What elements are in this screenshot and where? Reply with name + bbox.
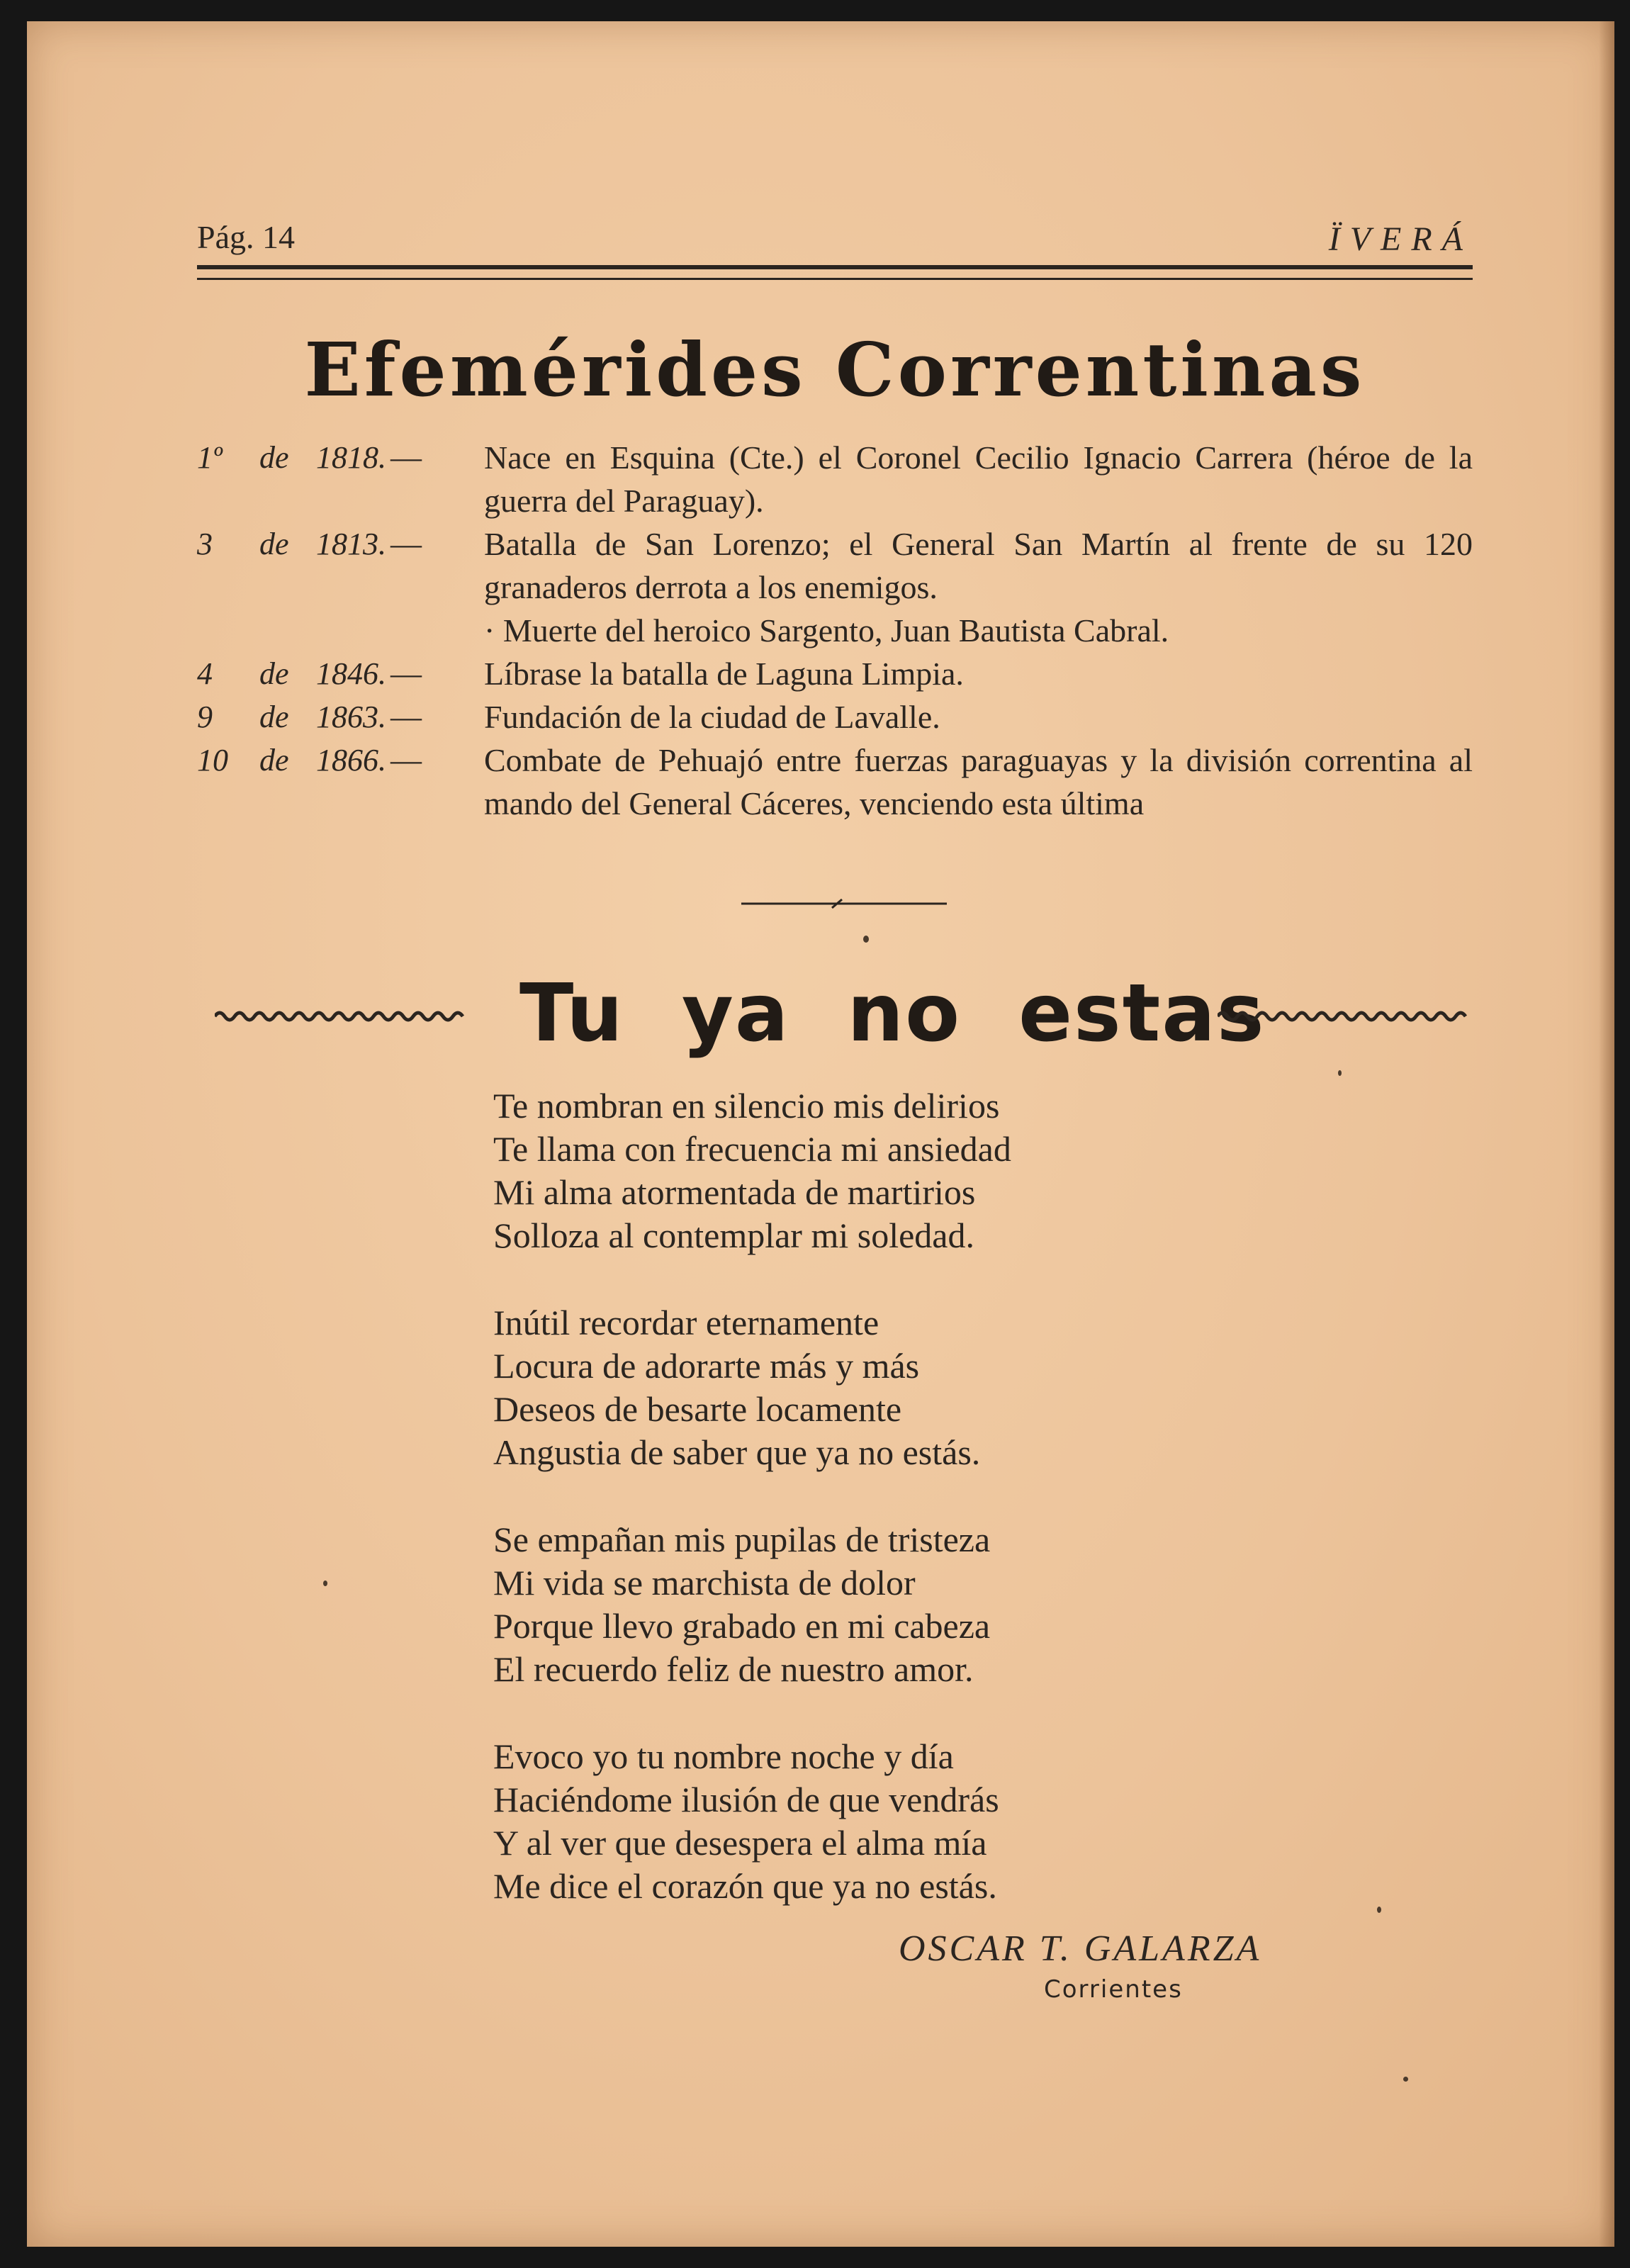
- entry-dash: —: [390, 440, 422, 475]
- poem-verse: Evoco yo tu nombre noche y día: [493, 1736, 954, 1776]
- poem-verse: Haciéndome ilusión de que vendrás: [493, 1780, 999, 1819]
- poem-verse: El recuerdo feliz de nuestro amor.: [493, 1649, 974, 1689]
- poem-verse: Mi alma atormentada de martirios: [493, 1172, 976, 1212]
- page-header: [197, 216, 1473, 259]
- poem-stanza: [493, 1301, 1273, 1474]
- entry-date: [197, 609, 484, 652]
- entry-text: Líbrase la batalla de Laguna Limpia.: [484, 656, 964, 692]
- entry-date: [197, 739, 484, 782]
- ephemeris-entry: [197, 739, 1473, 825]
- entry-year: 1863.: [316, 700, 386, 734]
- entry-text: Combate de Pehuajó entre fuerzas paraguayas y la división correntina al mando del General Cáceres, venciendo esta última: [484, 742, 1473, 821]
- entry-de: de: [259, 440, 289, 475]
- ephemeris-entry: [197, 522, 1473, 609]
- poem-verse: Solloza al contemplar mi soledad.: [493, 1216, 974, 1255]
- entry-year: 1866.: [316, 743, 386, 777]
- paper-speck: [1338, 1070, 1342, 1076]
- poem-stanza: [493, 1084, 1273, 1257]
- wavy-ornament-left: [215, 1008, 470, 1025]
- ephemeris-entry: [197, 436, 1473, 522]
- journal-title: ÏVERÁ: [1328, 220, 1473, 258]
- ephemerides-title: Efemérides Correntinas: [304, 326, 1366, 413]
- entry-de: de: [259, 527, 289, 561]
- paper-speck: [1403, 2077, 1408, 2082]
- poem-author: OSCAR T. GALARZA: [899, 1929, 1262, 1969]
- poem-stanza: [493, 1735, 1273, 1908]
- poem-verse: Y al ver que desespera el alma mía: [493, 1823, 987, 1863]
- poem-verse: Deseos de besarte locamente: [493, 1389, 902, 1429]
- ephemeris-entry: [197, 695, 1473, 739]
- poem-stanza: [493, 1518, 1273, 1691]
- entry-text: Nace en Esquina (Cte.) el Coronel Cecilio Ignacio Carrera (héroe de la guerra del Paraguay).: [484, 439, 1473, 519]
- entry-day: 9: [197, 700, 213, 734]
- entry-year: 1813.: [316, 527, 386, 561]
- entry-de: de: [259, 656, 289, 691]
- magazine-page: [27, 21, 1614, 2247]
- entry-text: Batalla de San Lorenzo; el General San Martín al frente de su 120 granaderos derrota a los enemigos.: [484, 526, 1473, 605]
- entry-text: · Muerte del heroico Sargento, Juan Bautista Cabral.: [484, 612, 1169, 649]
- entry-year: 1846.: [316, 656, 386, 691]
- page-edge-shadow: [1599, 21, 1614, 2247]
- entry-dash: —: [390, 656, 422, 691]
- ephemeris-entry: [197, 652, 1473, 695]
- poem-verse: Porque llevo grabado en mi cabeza: [493, 1606, 991, 1646]
- ephemeris-entry: [197, 609, 1473, 652]
- entry-text: Fundación de la ciudad de Lavalle.: [484, 699, 940, 735]
- entry-dash: —: [390, 700, 422, 734]
- wavy-ornament-right: [1218, 1008, 1473, 1025]
- entry-day: 1º: [197, 440, 223, 475]
- entry-de: de: [259, 743, 289, 777]
- entry-day: 3: [197, 527, 213, 561]
- paper-speck: [323, 1581, 327, 1586]
- poem-verse: Locura de adorarte más y más: [493, 1346, 920, 1386]
- poem-place: Corrientes: [1044, 1975, 1183, 2004]
- poem-title: Tu ya no estas: [519, 967, 1266, 1060]
- poem-verse: Me dice el corazón que ya no estás.: [493, 1866, 997, 1906]
- entry-dash: —: [390, 743, 422, 777]
- poem-verse: Inútil recordar eternamente: [493, 1303, 879, 1342]
- entry-day: 10: [197, 743, 228, 777]
- section-divider: [741, 899, 947, 909]
- entry-date: [197, 652, 484, 695]
- header-rule-thin: [197, 278, 1473, 280]
- entry-dash: —: [390, 527, 422, 561]
- poem-verse: Mi vida se marchista de dolor: [493, 1563, 916, 1602]
- entry-date: [197, 695, 484, 739]
- header-rule-thick: [197, 265, 1473, 269]
- entry-year: 1818.: [316, 440, 386, 475]
- page-number: Pág. 14: [197, 219, 295, 255]
- poem-verse: Angustia de saber que ya no estás.: [493, 1432, 981, 1472]
- poem-body: [493, 1084, 1273, 1952]
- paper-speck: [1377, 1907, 1381, 1913]
- poem-heading: [197, 964, 1473, 1063]
- ephemerides-list: [197, 436, 1473, 825]
- entry-date: [197, 522, 484, 566]
- poem-verse: Te llama con frecuencia mi ansiedad: [493, 1129, 1011, 1169]
- poem-verse: Te nombran en silencio mis delirios: [493, 1086, 1000, 1125]
- entry-de: de: [259, 700, 289, 734]
- entry-day: 4: [197, 656, 213, 691]
- paper-speck: [863, 936, 869, 943]
- entry-date: [197, 436, 484, 479]
- poem-verse: Se empañan mis pupilas de tristeza: [493, 1520, 991, 1559]
